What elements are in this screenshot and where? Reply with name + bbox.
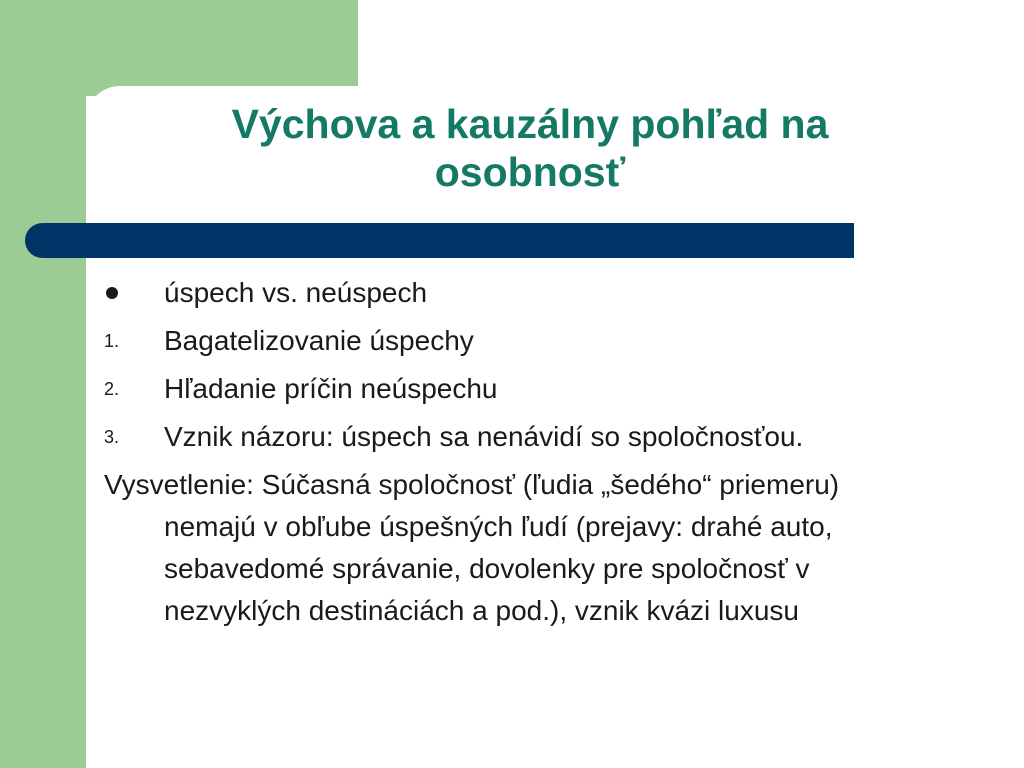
numbered-item-text: Hľadanie príčin neúspechu [164, 373, 498, 404]
numbered-item-text: Bagatelizovanie úspechy [164, 325, 474, 356]
numbered-item-2 [0, 368, 1024, 416]
numbered-item-marker: 3. [104, 427, 120, 447]
slide-title-line-2: osobnosť [434, 149, 626, 195]
numbered-item-1 [0, 320, 1024, 368]
bullet-item [0, 272, 1024, 320]
numbered-item-marker: 1. [104, 331, 120, 351]
numbered-item-marker: 2. [104, 379, 120, 399]
bullet-item-text: úspech vs. neúspech [164, 277, 428, 308]
bullet-dot-icon [106, 287, 118, 299]
numbered-item-3 [0, 416, 1024, 464]
numbered-item-text: Vznik názoru: úspech sa nenávidí so spoločnosťou. [164, 421, 804, 452]
slide-title [150, 100, 910, 196]
explanation-paragraph: Vysvetlenie: Súčasná spoločnosť (ľudia „šedého“ priemeru) nemajú v obľube úspešných ľudí (prejavy: drahé auto, sebavedomé správanie, dovolenky pre spoločnosť v nezvyklých destináciách a pod.), vznik kvázi luxusu [104, 469, 840, 626]
slide-title-line-1: Výchova a kauzálny pohľad na [231, 101, 829, 147]
title-divider-bar [25, 223, 854, 258]
slide-body [0, 272, 1024, 660]
